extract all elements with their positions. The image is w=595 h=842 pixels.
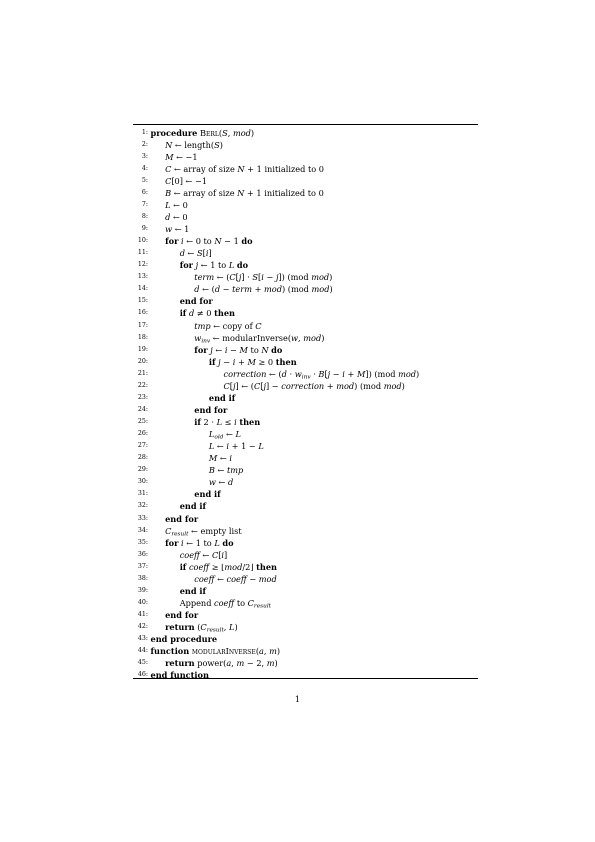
algorithm-line — [133, 295, 478, 307]
line-number: 32: — [137, 502, 148, 510]
line-code: if j − i + M ≥ 0 then — [208, 356, 297, 367]
algorithm-line — [133, 645, 478, 657]
line-number: 20: — [137, 357, 148, 365]
line-code: N ← length(S) — [165, 139, 223, 150]
algorithm-block — [133, 127, 478, 682]
page-number: 1 — [294, 694, 301, 704]
line-number: 6: — [141, 188, 148, 196]
line-number: 2: — [141, 140, 148, 148]
line-number: 34: — [137, 526, 148, 534]
line-code: coeff ← coeff − mod — [194, 573, 277, 584]
algorithm-line — [133, 271, 478, 283]
line-code: L ← i + 1 − L — [208, 441, 264, 452]
line-code: d ← S[i] — [179, 248, 212, 259]
line-code: for j ← i − M to N do — [194, 344, 283, 355]
algorithm-line — [133, 283, 478, 295]
line-code: C[0] ← −1 — [165, 175, 208, 186]
line-code: end if — [179, 585, 207, 596]
line-number: 45: — [137, 659, 148, 667]
line-number: 30: — [137, 478, 148, 486]
line-number: 19: — [137, 345, 148, 353]
line-number: 31: — [137, 490, 148, 498]
algorithm-line — [133, 380, 478, 392]
line-number: 16: — [137, 309, 148, 317]
algorithm-line — [133, 476, 478, 488]
line-code: end procedure — [150, 634, 218, 645]
line-code: if 2 · L ≤ i then — [194, 417, 261, 427]
algorithm-line — [133, 139, 478, 151]
line-number: 10: — [137, 237, 148, 245]
line-code: $C_{result}$ ← empty list — [165, 525, 242, 538]
algorithm-line — [133, 464, 478, 476]
line-code: end if — [208, 392, 236, 403]
algorithm-line — [133, 344, 478, 356]
line-number: 36: — [137, 550, 148, 558]
line-number: 46: — [137, 671, 148, 679]
algorithm-line — [133, 597, 478, 609]
line-number: 37: — [137, 562, 148, 570]
algorithm-line — [133, 537, 478, 549]
line-code: B ← array of size N + 1 initialized to 0 — [165, 187, 324, 198]
algorithm-line — [133, 549, 478, 561]
algorithm-line — [133, 223, 478, 235]
algorithm-line — [133, 392, 478, 404]
line-code: return ($C_{result}$, L) — [165, 622, 238, 634]
line-number: 43: — [137, 635, 148, 643]
line-number: 18: — [137, 333, 148, 341]
algorithm-line — [133, 585, 478, 597]
line-number: 42: — [137, 623, 148, 631]
line-code: tmp ← copy of C — [194, 320, 262, 331]
algorithm-line — [133, 573, 478, 585]
line-code: for i ← 0 to N − 1 do — [165, 236, 253, 247]
line-number: 1: — [141, 128, 148, 136]
algorithm-line — [133, 452, 478, 464]
algorithm-line — [133, 416, 478, 428]
line-number: 40: — [137, 598, 148, 606]
line-number: 7: — [141, 200, 148, 208]
line-code: M ← −1 — [165, 151, 198, 162]
line-code: for i ← 1 to L do — [165, 537, 234, 548]
algorithm-top-rule — [133, 124, 478, 125]
line-code: d ← 0 — [165, 211, 188, 222]
line-number: 28: — [137, 454, 148, 462]
line-code: $w_{inv}$ ← modularInverse(w, mod) — [194, 332, 325, 345]
line-code: L ← 0 — [165, 199, 188, 210]
algorithm-line — [133, 621, 478, 633]
line-number: 12: — [137, 261, 148, 269]
line-number: 14: — [137, 285, 148, 293]
line-number: 35: — [137, 538, 148, 546]
line-number: 25: — [137, 418, 148, 425]
algorithm-line — [133, 151, 478, 163]
algorithm-line — [133, 247, 478, 259]
line-code: w ← 1 — [165, 224, 190, 234]
line-code: return power(a, m − 2, m) — [165, 658, 278, 669]
line-number: 29: — [137, 466, 148, 474]
algorithm-line — [133, 320, 478, 332]
line-code: C ← array of size N + 1 initialized to 0 — [165, 163, 325, 174]
line-number: 24: — [137, 405, 148, 413]
line-number: 44: — [137, 647, 148, 655]
line-number: 41: — [137, 611, 148, 618]
line-number: 4: — [141, 164, 148, 172]
algorithm-line — [133, 187, 478, 199]
line-code: M ← i — [208, 453, 232, 464]
line-code: C[j] ← (C[j] − correction + mod) (mod mod) — [223, 380, 405, 391]
algorithm-line — [133, 332, 478, 344]
line-code: coeff ← C[i] — [179, 549, 228, 560]
line-code: for j ← 1 to L do — [179, 260, 249, 271]
line-code: function modularInverse(a, m) — [150, 646, 281, 657]
line-number: 15: — [137, 297, 148, 305]
algorithm-line — [133, 235, 478, 247]
line-code: if coeff ≥ ⌊mod/2⌋ then — [179, 561, 277, 572]
line-code: if d ≠ 0 then — [179, 308, 235, 319]
algorithm-line — [133, 525, 478, 537]
line-code: end if — [194, 489, 221, 500]
line-number: 23: — [137, 393, 148, 401]
algorithm-line — [133, 428, 478, 440]
line-number: 13: — [137, 273, 148, 281]
line-number: 27: — [137, 442, 148, 450]
algorithm-line — [133, 163, 478, 175]
line-code: B ← tmp — [208, 465, 244, 476]
line-code: end for — [194, 404, 228, 415]
line-number: 26: — [137, 430, 148, 438]
algorithm-line — [133, 500, 478, 512]
line-number: 33: — [137, 514, 148, 522]
line-number: 11: — [137, 249, 148, 257]
line-code: end for — [165, 610, 199, 620]
algorithm-line — [133, 669, 478, 681]
line-code: procedure Berl(S, mod) — [150, 127, 255, 138]
line-code: $L_{old}$ ← L — [208, 429, 241, 441]
algorithm-line — [133, 211, 478, 223]
algorithm-line — [133, 307, 478, 319]
line-number: 17: — [137, 321, 148, 329]
line-code: term ← (C[j] · S[i − j]) (mod mod) — [194, 272, 333, 283]
algorithm-line — [133, 561, 478, 573]
algorithm-line — [133, 440, 478, 452]
line-number: 3: — [141, 152, 148, 160]
algorithm-line — [133, 368, 478, 380]
algorithm-line — [133, 175, 478, 187]
algorithm-line — [133, 609, 478, 621]
line-code: end if — [179, 501, 207, 512]
algorithm-line — [133, 259, 478, 271]
line-code: end for — [179, 296, 213, 307]
line-number: 5: — [141, 176, 148, 184]
algorithm-line — [133, 633, 478, 645]
algorithm-line — [133, 356, 478, 368]
algorithm-line — [133, 404, 478, 416]
algorithm-line — [133, 199, 478, 211]
line-number: 38: — [137, 574, 148, 582]
line-code: d ← (d − term + mod) (mod mod) — [194, 284, 333, 295]
line-number: 39: — [137, 586, 148, 594]
algorithm-line — [133, 657, 478, 669]
algorithm-line — [133, 513, 478, 525]
line-number: 21: — [137, 369, 148, 377]
algorithm-line — [133, 127, 478, 139]
line-code: correction ← $(d \cdot w_{inv} \cdot B[j - i + M])$ (mod mod) — [223, 368, 420, 381]
algorithm-bottom-rule — [133, 678, 478, 679]
algorithm-line — [133, 488, 478, 500]
line-code: end for — [165, 513, 199, 524]
line-code: Append coeff to $C_{result}$ — [179, 597, 272, 610]
line-number: 8: — [141, 212, 148, 220]
line-number: 22: — [137, 381, 148, 389]
line-code: end function — [150, 670, 209, 681]
line-number: 9: — [141, 225, 148, 232]
line-code: w ← d — [208, 477, 234, 488]
